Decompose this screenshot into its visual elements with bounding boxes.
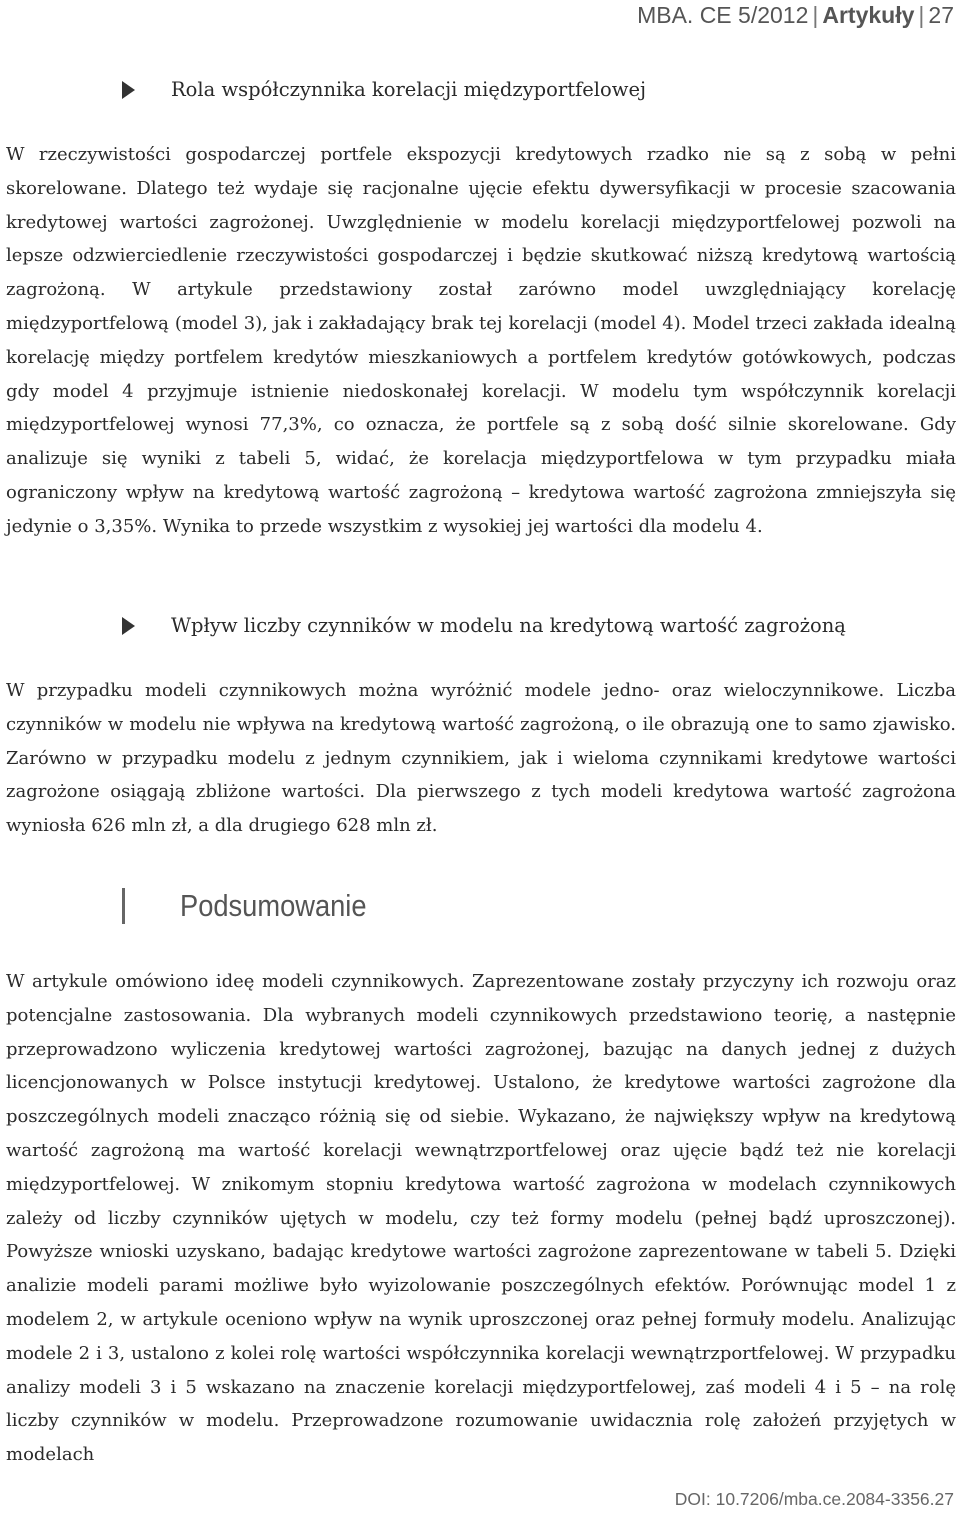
body-paragraph: W przypadku modeli czynnikowych można wyróżnić modele jedno- oraz wieloczynnikowe. Liczba czynników w modelu nie wpływa na kredytową wartość zagrożoną, o ile obrazują one to samo zjawisko. Zarówno w przypadku modelu z jednym czynnikiem, jak i wieloma czynnikami kredytowe wartości zagrożone osiągają zbliżone wartości. Dla pierwszego z tych modeli kredytowa wartość zagrożona wyniosła 626 mln zł, a dla drugiego 628 mln zł.	[6, 680, 956, 837]
section-bullet-icon	[122, 81, 135, 99]
summary-heading-text: Podsumowanie	[180, 888, 367, 923]
summary-paragraph: W artykule omówiono ideę modeli czynnikowych. Zaprezentowane zostały przyczyny ich rozwoju oraz potencjalne zastosowania. Dla wybranych modeli czynnikowych przedstawiono teorię, a następnie przeprowadzono wyliczenia kredytowej wartości zagrożonej, bazując na danych jednej z dużych licencjonowanych w Polsce instytucji kredytowej. Ustalono, że kredytowe wartości zagrożone dla poszczególnych modeli znacząco różnią się od siebie. Wykazano, że największy wpływ na kredytową wartość zagrożoną ma wartość korelacji wewnątrzportfelowej oraz ujęcie bądź też nie korelacji międzyportfelowej. W znikomym stopniu kredytowa wartość zagrożona w modelach czynnikowych zależy od liczby czynników ujętych w modelu, czy też formy modelu (pełnej bądź uproszczonej). Powyższe wnioski uzyskano, badając kredytowe wartości zagrożone zaprezentowane w tabeli 5. Dzięki analizie modeli parami możliwe było wyizolowanie poszczególnych efektów. Porównując model 1 z modelem 2, w artykule oceniono wpływ na wynik uproszczonej oraz pełnej formuły modelu. Analizując modele 2 i 3, ustalono z kolei rolę wartości współczynnika korelacji wewnątrzportfelowej. W przypadku analizy modeli 3 i 5 wskazano na znaczenie korelacji międzyportfelowej, zaś modeli 4 i 5 – na rolę liczby czynników w modelu. Przeprowadzone rozumowanie uwidacznia rolę założeń przyjętych w modelach	[6, 971, 956, 1466]
section-heading-factors	[122, 614, 846, 637]
section-heading-correlation	[122, 78, 646, 101]
section-heading-text: Wpływ liczby czynników w modelu na kredytową wartość zagrożoną	[171, 614, 846, 637]
section-name: Artykuły	[822, 2, 915, 28]
header-separator: |	[812, 2, 819, 28]
running-header	[637, 2, 954, 29]
doi-footer: DOI: 10.7206/mba.ce.2084-3356.27	[674, 1489, 954, 1509]
body-paragraph: W rzeczywistości gospodarczej portfele ekspozycji kredytowych rzadko nie są z sobą w pełni skorelowane. Dlatego też wydaje się racjonalne ujęcie efektu dywersyfikacji w procesie szacowania kredytowej wartości zagrożonej. Uwzględnienie w modelu korelacji międzyportfelowej pozwoli na lepsze odzwierciedlenie rzeczywistości gospodarczej i będzie skutkować niższą kredytową wartością zagrożoną. W artykule przedstawiony został zarówno model uwzględniający korelację międzyportfelową (model 3), jak i zakładający brak tej korelacji (model 4). Model trzeci zakłada idealną korelację między portfelem kredytów mieszkaniowych a portfelem kredytów gotówkowych, podczas gdy model 4 przyjmuje istnienie niedoskonałej korelacji. W modelu tym współczynnik korelacji międzyportfelowej wynosi 77,3%, co oznacza, że portfele są z sobą dość silnie skorelowane. Gdy analizuje się wyniki z tabeli 5, widać, że korelacja międzyportfelowa w tym przypadku miała ograniczony wpływ na kredytową wartość zagrożoną – kredytowa wartość zagrożona zmniejszyła się jedynie o 3,35%. Wynika to przede wszystkim z wysokiej jej wartości dla modelu 4.	[6, 144, 956, 537]
journal-name: MBA. CE 5/2012	[637, 2, 809, 28]
summary-heading	[122, 888, 392, 924]
section-heading-text: Rola współczynnika korelacji międzyportfelowej	[171, 78, 647, 101]
section-bullet-icon	[122, 617, 135, 635]
page-number: 27	[928, 2, 954, 28]
header-separator: |	[918, 2, 925, 28]
summary-heading-bar	[122, 888, 125, 924]
